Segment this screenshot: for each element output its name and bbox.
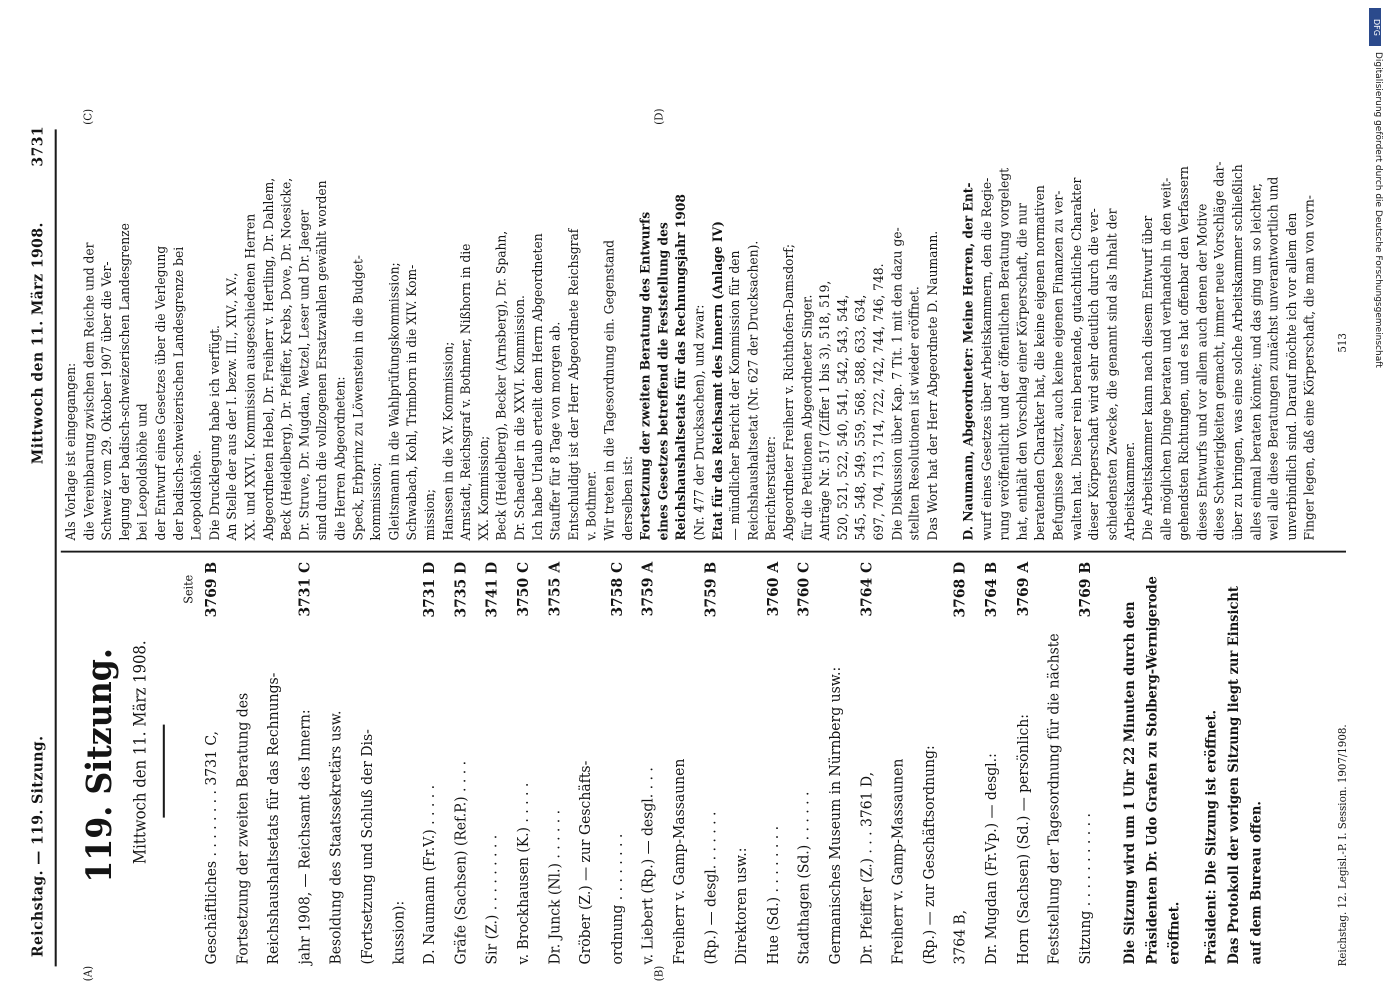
speech-line: Hanssen in die XV. Kommission; [440,341,457,541]
toc-entry: Horn (Sachsen) (Sd.) — persönlich: [1013,714,1032,965]
speech-line: alle möglichen Dinge beraten und verhandeln in den weit- [1158,177,1175,541]
toc-entry: ordnung . . . . . . . . [607,833,626,965]
speech-line: Arnstadt, Reichsgraf v. Bothmer, Nißhorn in die [458,243,475,541]
speech-line: mission; [422,488,439,541]
toc-entry: 3764 B, [950,909,969,965]
toc-page-ref: 3769 B [201,561,220,618]
president-line: Präsident: Die Sitzung ist eröffnet. [1203,709,1220,965]
speech-line: An Stelle der aus der I. bezw. III., XIV., XV., [225,272,241,541]
digitization-credit: Digitalisierung gefördert durch die Deutsche Forschungsgemeinschaft [1373,52,1383,368]
toc-entry: Geschäftliches . . . . . . . . 3731 C, [201,731,220,965]
toc-entry: v. Brockhausen (K.) . . . . . [513,782,533,965]
page-footer: Reichstag. 12. Legisl.-P. I. Session. 1907/1908. [1335,724,1350,967]
margin-mark-a: (A) [81,965,95,982]
toc-entry: Sir (Z.) . . . . . . . . . [482,834,501,965]
speech-line: Abgeordneten Hebel, Dr. Freiherr v. Hertling, Dr. Dahlem, [261,177,277,541]
speech-line: Die Diskussion über Kap. 7 Tit. 1 mit den dazu ge- [889,227,905,541]
speech-line: Leopoldshöhe. [189,450,205,541]
dfg-logo-text: DFG [1372,18,1381,36]
header-left: Reichstag. — 119. Sitzung. [28,735,47,958]
toc-page-ref: 3731 C [295,561,314,617]
speech-line: rung veröffentlicht und der öffentlichen Beratung vorgelegt [997,167,1013,541]
speech-line: 520, 521, 522, 540, 541, 542, 543, 544, [835,294,852,541]
toc-entry: Feststellung der Tagesordnung für die nächste [1044,633,1063,965]
toc-page-ref: 3764 B [981,561,1001,618]
toc-entry: (Rp.) — desgl. . . . . . . [700,811,720,965]
toc-entry: Sitzung . . . . . . . . . . . [1075,813,1094,965]
toc-entry: Reichshaushaltsetats für das Rechnungs- [263,672,283,965]
speech-line: Reichshaushaltsetats für das Rechnungsjahr 1908 [674,194,690,541]
speech-line: (Nr. 477 der Drucksachen), und zwar: [692,304,708,541]
toc-page-ref: 3759 B [700,561,720,618]
toc-entry: Dr. Pfeiffer (Z.) . . . 3761 D, [857,771,876,965]
speech-line: dieses Entwurfs und vor allem auch denen der Motive [1194,203,1211,541]
speech-line: XX. Kommission; [476,435,493,541]
speech-line: diese Schwierigkeiten gemacht, immer neue Vorschläge dar- [1212,161,1229,541]
speech-line: Abgeordneter Freiherr v. Richthofen-Damsdorf; [781,244,798,541]
toc-entry: kussion): [388,900,408,965]
toc-seite-label: Seite [181,574,196,604]
session-date: Mittwoch den 11. März 1908. [130,640,150,865]
speech-line: Die Drucklegung habe ich verfügt. [207,325,223,541]
speech-line: stellten Resolutionen ist wieder eröffnet. [907,286,923,541]
speech-line: beratenden Charakter hat, die keine eigenen normativen [1033,185,1049,541]
speech-line: Beck (Heidelberg), Dr. Pfeiffer, Krebs, Dove, Dr. Noesicke, [279,177,295,541]
speech-line: Schweiz vom 29. Oktober 1907 über die Ver- [99,261,116,541]
speech-line: bei Leopoldshöhe und [135,403,151,541]
speech-line: derselben ist: [620,455,636,541]
toc-entry: Freiherr v. Gamp-Massaunen [888,758,907,965]
session-title: 119. Sitzung. [79,648,120,883]
toc-page-ref: 3769 A [1013,561,1032,617]
speech-line: Ich habe Urlaub erteilt dem Herrn Abgeordneten [530,233,546,541]
opening-line: Die Sitzung wird um 1 Uhr 22 Minuten durch den [1121,601,1138,965]
speech-line: 697, 704, 713, 714, 722, 742, 744, 746, 748. [871,263,887,541]
title-rule [163,725,165,818]
speech-line: unverbindlich sind. Darauf möchte ich vor allem den [1284,212,1300,541]
column-divider [61,551,1346,552]
speech-line: die Herren Abgeordneten: [333,376,349,541]
toc-entry: (Rp.) — zur Geschäftsordnung: [919,745,938,965]
speech-line: Dr. Schaedler in die XXVI. Kommission. [512,295,528,541]
speech-line: Befugnisse besitzt, auch keine eigenen Finanzen zu ver- [1051,190,1067,541]
toc-page-ref: 3759 A [638,561,657,617]
speech-line: Arbeitskammer. [1123,441,1139,541]
speech-line: Schwabach, Kohl, Trimborn in die XIV. Kom- [404,264,421,541]
toc-page-ref: 3760 C [794,561,813,617]
toc-entry: Dr. Mugdan (Fr.Vp.) — desgl.: [981,753,1001,965]
speech-line: D. Naumann, Abgeordneter: Meine Herren, der Ent- [961,182,977,541]
toc-page-ref: 3735 D [451,561,470,618]
speech-line: dieser Körperschaft wird sehr deutlich durch die ver- [1087,208,1103,541]
toc-entry: (Fortsetzung und Schluß der Dis- [357,729,376,965]
toc-page-ref: 3750 C [513,561,533,617]
speech-line: Finger legen, daß eine Körperschaft, die man von vorn- [1302,195,1318,541]
speech-line: Speck, Erbprinz zu Löwenstein in die Budget- [351,255,367,541]
speech-line: walten hat. Dieser rein beratende, gutachtliche Charakter [1069,177,1085,541]
speech-line: schiedensten Zwecke, die genannt sind als Inhalt der [1105,208,1121,541]
toc-entry: v. Liebert (Rp.) — desgl. . . . [638,767,657,965]
newspaper-page [20,92,1366,985]
speech-line: Gleitsmann in die Wahlprüfungskommission; [386,262,403,541]
speech-line: kommission; [369,462,385,541]
toc-entry: Gräfe (Sachsen) (Ref.P.) . . . . [451,760,470,965]
header-center: Mittwoch den 11. März 1908. [28,222,47,465]
toc-page-ref: 3755 A [544,561,564,617]
speech-line: legung der badisch-schweizerischen Landesgrenze [117,223,134,541]
speech-line: — mündlicher Bericht der Kommission für den [728,250,744,541]
speech-line: die Vereinbarung zwischen dem Reiche und der [81,242,98,541]
page-signature-number: 513 [1335,333,1350,353]
speech-line: hat, enthält den Vorschlag einer Körperschaft, die nur [1015,203,1031,541]
speech-line: der badisch-schweizerischen Landesgrenze bei [171,246,187,541]
dfg-logo [1369,8,1381,46]
toc-entry: jahr 1908, — Reichsamt des Innern: [295,709,314,965]
speech-line: der Entwurf eines Gesetzes über die Verlegung [153,245,169,541]
speech-line: Fortsetzung der zweiten Beratung des Entwurfs [638,211,654,541]
president-line: Das Protokoll der vorigen Sitzung liegt zur Einsicht [1225,586,1242,965]
toc-page-ref: 3764 C [857,561,876,617]
toc-page-ref: 3760 A [763,561,782,617]
speech-line: wurf eines Gesetzes über Arbeitskammern, den die Regie- [979,177,995,541]
margin-mark-b: (B) [652,965,666,982]
speech-line: Stauffer für 8 Tage von morgen ab. [548,321,564,541]
speech-line: gehendsten Richtungen, und es hat offenbar den Verfassern [1176,166,1193,541]
toc-entry: Fortsetzung der zweiten Beratung des [232,692,252,965]
toc-entry: D. Naumann (Fr.V.) . . . . . [420,784,439,965]
toc-entry: Freiherr v. Gamp-Massaunen [669,758,689,965]
speech-line: eines Gesetzes betreffend die Feststellung des [656,222,672,541]
speech-line: Als Vorlage ist eingegangen: [63,362,80,541]
speech-line: XX. und XXVI. Kommission ausgeschiedenen Herren [243,213,259,541]
speech-line: sind durch die vollzogenen Ersatzwahlen gewählt worden [315,180,331,541]
speech-line: alles einmal beraten könnte; und das ging um so leichter, [1248,183,1264,541]
president-line: auf dem Bureau offen. [1248,801,1265,965]
speech-line: weil alle diese Beratungen zunächst unverantwortlich und [1266,176,1282,541]
toc-entry: Hue (Sd.) . . . . . . . . [763,825,782,965]
speech-line: Dr. Struve, Dr. Mugdan, Wetzel, Leser und Dr. Jaeger [297,209,313,541]
header-page-number: 3731 [28,125,47,167]
toc-page-ref: 3768 D [950,561,969,618]
speech-line: für die Petitionen Abgeordneter Singer. [799,294,816,541]
speech-line: Etat für das Reichsamt des Innern (Anlage IV) [710,221,726,541]
speech-line: 545, 548, 549, 559, 568, 588, 633, 634, [853,294,870,541]
toc-entry: Germanisches Museum in Nürnberg usw.: [825,666,845,965]
toc-page-ref: 3758 C [607,561,626,617]
toc-entry: Gröber (Z.) — zur Geschäfts- [576,760,595,965]
margin-mark-d: (D) [652,108,666,125]
speech-line: Anträge Nr. 517 (Ziffer 1 bis 3), 518, 519, [817,280,834,541]
speech-line: Reichshaushaltsetat (Nr. 627 der Drucksachen). [746,240,762,541]
toc-entry: Besoldung des Staatssekretärs usw. [326,710,345,965]
toc-entry: Stadthagen (Sd.) . . . . . . [794,791,813,965]
speech-line: Das Wort hat der Herr Abgeordnete D. Naumann. [925,230,941,541]
speech-line: Die Arbeitskammer kann nach diesem Entwurf über [1140,215,1157,541]
margin-mark-c: (C) [81,108,95,125]
speech-line: Berichterstatter: [763,435,780,541]
speech-line: v. Bothmer. [584,470,600,541]
toc-page-ref: 3769 B [1075,561,1094,618]
speech-line: Entschuldigt ist der Herr Abgeordnete Reichsgraf [566,228,582,541]
opening-line: eröffnet. [1166,901,1183,965]
header-rule [55,129,57,966]
opening-line: Präsidenten Dr. Udo Grafen zu Stolberg-Wernigerode [1144,576,1161,965]
speech-line: Wir treten in die Tagesordnung ein. Gegenstand [602,239,618,541]
toc-entry: Direktoren usw.: [732,847,751,965]
toc-entry: Dr. Junck (Nl.) . . . . . . [544,809,564,965]
speech-line: Beck (Heidelberg), Becker (Arnsberg), Dr. Spahn, [494,230,510,541]
toc-page-ref: 3731 D [420,561,439,618]
speech-line: über zu bringen, was eine solche Arbeitskammer schließlich [1230,164,1247,541]
toc-page-ref: 3741 D [482,561,501,618]
